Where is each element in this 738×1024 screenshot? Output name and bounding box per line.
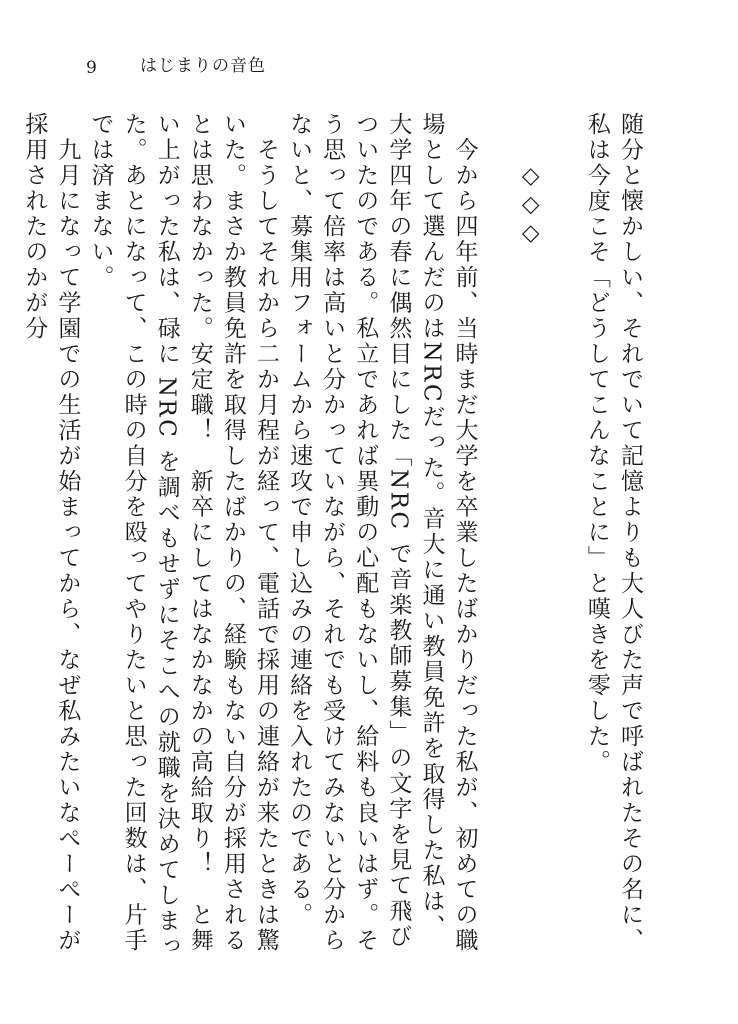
- body-text: 随分と懐かしい、それでいて記憶よりも大人びた声で呼ばれたその名に、私は今度こそ「どうしてこんなことに」と嘆きを零した。 ◇◇◇ 今から四年前、当時まだ大学を卒業したばかりだった私が、初めての職場として選んだのはNRCだった。音大に通い教員免許を取得した私は、大学四年の春に偶然目にした「NRC で音楽教師募集」の文字を見て飛びついたのである。私立であれば異動の心配もないし、給料も良いはず。そう思って倍率は高いと分かっていながら、それでも受けてみないと分からないと、募集用フォームから速攻で申し込みの連絡を入れたのである。 そうしてそれから二か月程が経って、電話で採用の連絡が来たときは驚いた。まさか教員免許を取得したばかりの、経験もない自分が採用されるとは思わなかった。安定職！ 新卒にしてはなかなかの高給取り！ と舞い上がった私は、碌に NRC を調べもせずにそこへの就職を決めてしまった。あとになって、この時の自分を殴ってやりたいと思った回数は、片手では済まない。 九月になって学園での生活が始まってから、なぜ私みたいなぺーぺーが採用されたのかが分: [21, 112, 643, 960]
- running-title: はじまりの音色: [140, 56, 266, 76]
- page-number: 9: [86, 58, 97, 78]
